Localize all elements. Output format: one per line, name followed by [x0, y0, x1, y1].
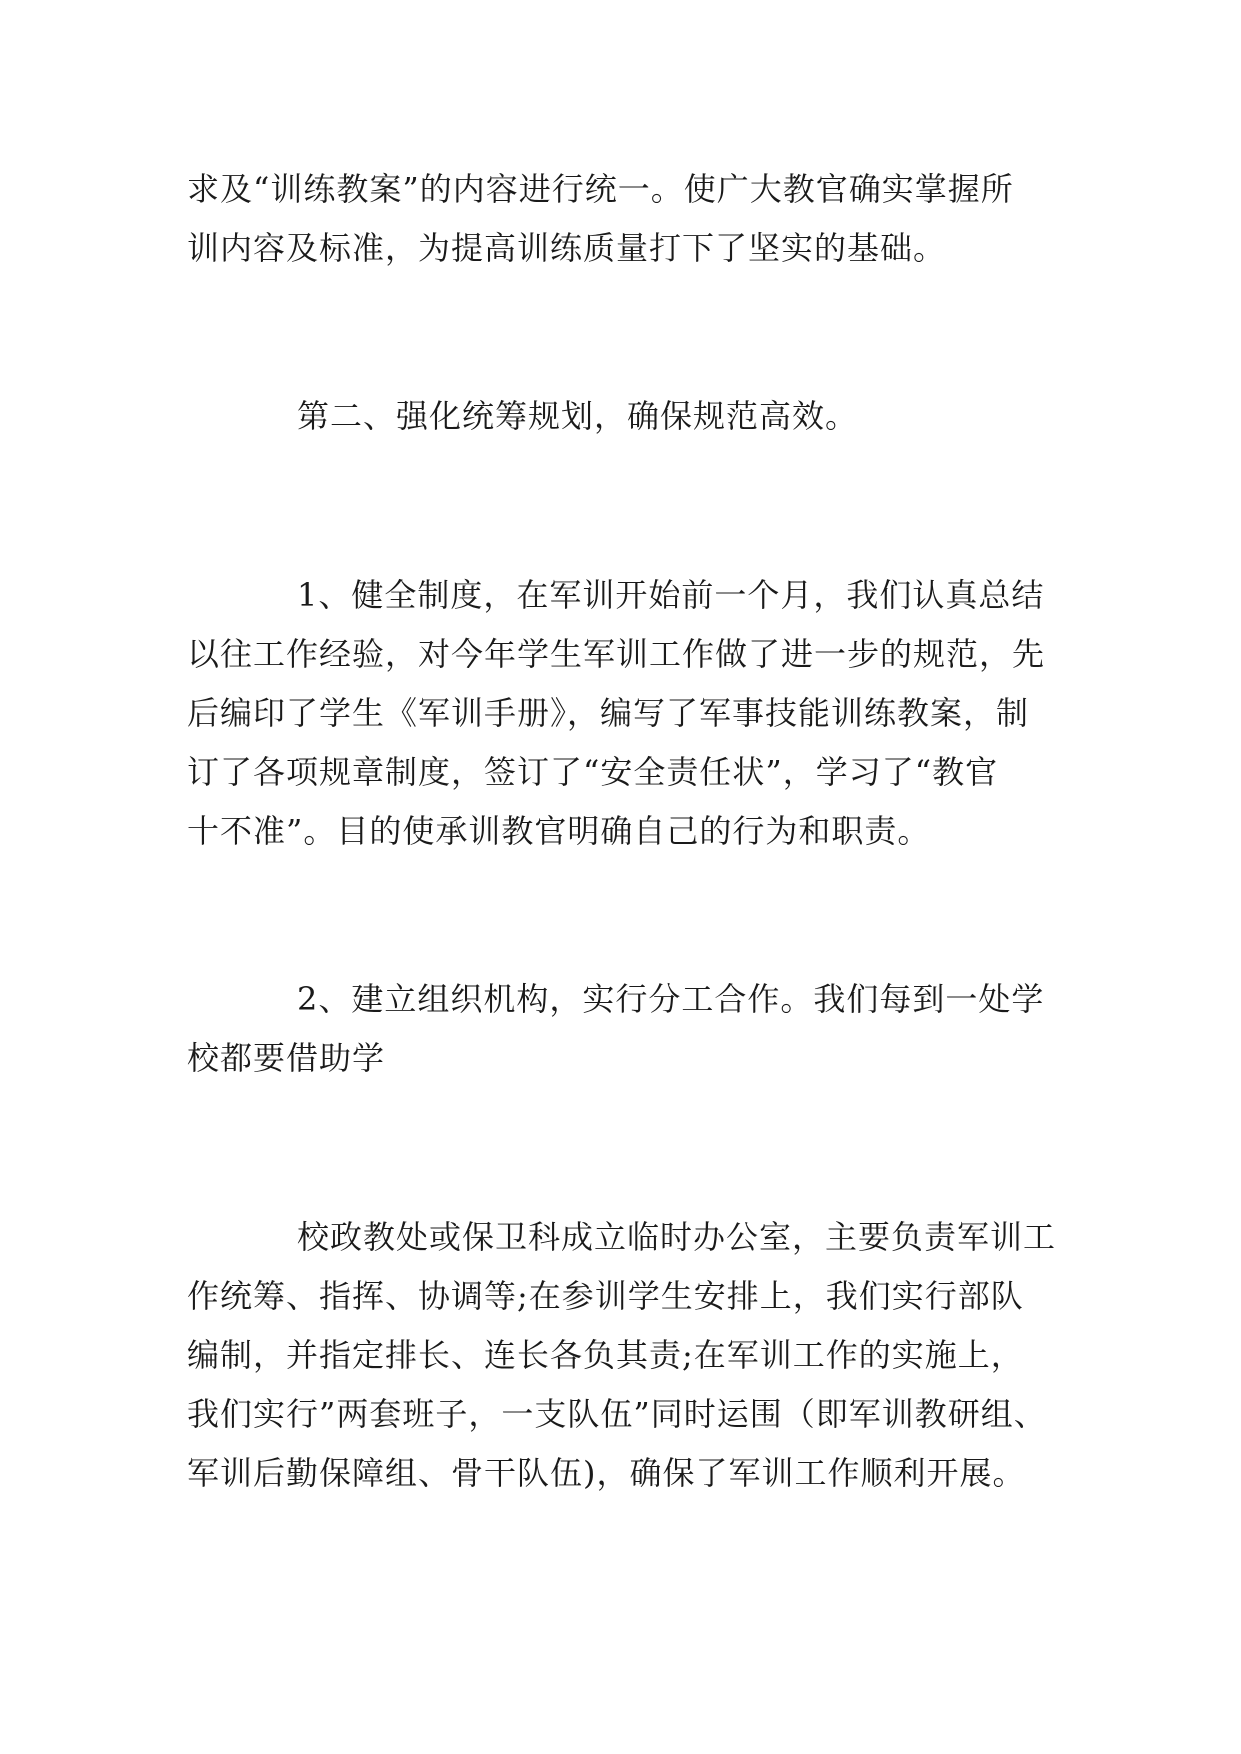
text-line: 订了各项规章制度，签订了“安全责任状”，学习了“教官	[187, 753, 999, 791]
text-line: 求及“训练教案”的内容进行统一。使广大教官确实掌握所	[187, 170, 1014, 208]
text-line: 以往工作经验，对今年学生军训工作做了进一步的规范，先	[187, 635, 1046, 673]
text-line: 十不准”。目的使承训教官明确自己的行为和职责。	[187, 812, 931, 850]
text-line: 后编印了学生《军训手册》，编写了军事技能训练教案，制	[187, 694, 1030, 732]
text-line: 第二、强化统筹规划，确保规范高效。	[297, 397, 859, 435]
text-line: 作统筹、指挥、协调等;在参训学生安排上，我们实行部队	[187, 1277, 1024, 1315]
section-heading-second	[187, 387, 1057, 446]
text-line: 我们实行”两套班子，一支队伍”同时运围（即军训教研组、	[187, 1395, 1047, 1433]
text-line: 训内容及标准，为提高训练质量打下了坚实的基础。	[187, 229, 947, 267]
paragraph-item-2-organization	[187, 970, 1057, 1088]
text-line: 校都要借助学	[187, 1039, 386, 1077]
text-line: 军训后勤保障组、骨干队伍)，确保了军训工作顺利开展。	[187, 1454, 1026, 1492]
paragraph-training-plan-unification	[187, 160, 1057, 278]
text-line: 校政教处或保卫科成立临时办公室，主要负责军训工	[297, 1218, 1057, 1256]
paragraph-item-1-system	[187, 566, 1057, 861]
text-line: 编制，并指定排长、连长各负其责;在军训工作的实施上，	[187, 1336, 1024, 1374]
paragraph-temporary-office	[187, 1208, 1057, 1503]
text-line: 1、健全制度，在军训开始前一个月，我们认真总结	[297, 576, 1045, 614]
text-line: 2、建立组织机构，实行分工合作。我们每到一处学	[297, 980, 1045, 1018]
